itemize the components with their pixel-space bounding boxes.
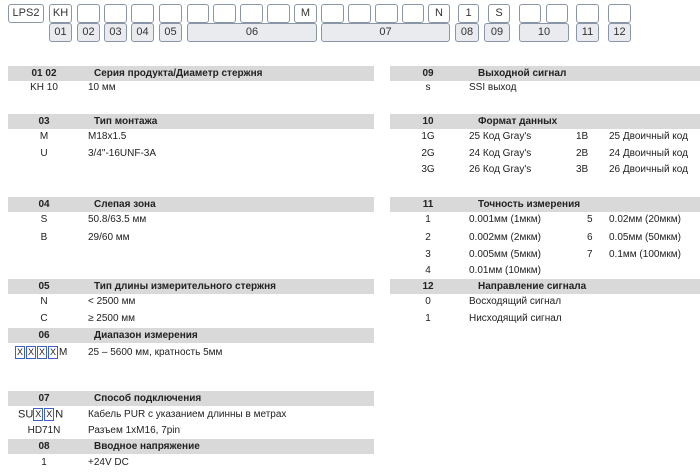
section-header-09 [390,66,700,81]
option-code: 3 [425,249,431,260]
position-box-09: 09 [484,23,510,42]
option-desc: ≥ 2500 мм [88,313,136,324]
section-title: Способ подключения [94,393,202,404]
code-box-s: S [488,4,510,23]
option-desc: 0.02мм (20мкм) [609,214,681,225]
section-title: Тип монтажа [94,116,158,127]
section-title: Слепая зона [94,199,156,210]
option-code: 7 [587,249,593,260]
digit-placeholder-box: X [38,347,45,357]
option-desc: Нисходящий сигнал [469,313,562,324]
code-box-m: M [294,4,317,23]
code-box-empty [187,4,209,23]
option-code: B [40,232,48,243]
section-title: Серия продукта/Диаметр стержня [94,68,263,79]
option-desc: 3/4"-16UNF-3A [88,148,157,159]
option-code: s [425,82,431,93]
code-box-n: N [428,4,450,23]
option-desc: 0.005мм (5мкм) [469,249,541,260]
digit-placeholder-box: X [16,347,23,357]
connection-code-suffix: N [55,408,64,421]
section-title: Диапазон измерения [94,330,198,341]
section-header-12 [390,279,700,294]
option-code: C [40,313,48,324]
option-code: 4 [425,265,431,276]
digit-placeholder-box: X [49,347,56,357]
section-header-08 [8,439,374,454]
option-code: HD71N [27,425,61,436]
section-number: 08 [38,441,50,452]
code-box-empty [240,4,263,23]
position-box-12: 12 [608,23,631,42]
position-box-10: 10 [519,23,569,42]
position-box-08: 08 [455,23,479,42]
code-box-kh: KH [49,4,72,23]
option-desc: 25 – 5600 мм, кратность 5мм [88,347,223,358]
option-code: 2G [421,148,435,159]
option-desc: 26 Двоичный код [609,164,688,175]
option-desc: Кабель PUR с указанием длинны в метрах [88,409,287,420]
code-box-empty [104,4,127,23]
option-code: 1G [421,131,435,142]
code-box-empty [546,4,568,23]
section-header-04 [8,197,374,212]
option-desc: 24 Двоичный код [609,148,688,159]
option-desc: 0.001мм (1мкм) [469,214,541,225]
option-desc: 29/60 мм [88,232,130,243]
code-box-lps2: LPS2 [8,4,44,23]
code-box-1: 1 [458,4,479,23]
code-box-empty [576,4,599,23]
option-desc: 24 Код Gray's [469,148,532,159]
section-title: Тип длины измерительного стержня [94,281,276,292]
position-box-03: 03 [104,23,127,42]
code-box-empty [348,4,371,23]
option-desc: SSI выход [469,82,517,93]
section-number: 09 [422,68,434,79]
position-box-02: 02 [77,23,100,42]
section-header-05 [8,279,374,294]
code-box-empty [159,4,182,23]
digit-placeholder-box: X [35,409,42,419]
section-number: 01 02 [31,68,57,79]
code-box-empty [375,4,398,23]
option-code: U [40,148,48,159]
position-box-07: 07 [321,23,450,42]
section-title: Направление сигнала [478,281,587,292]
option-desc: +24V DC [88,457,129,468]
range-code [15,346,67,359]
code-box-empty [213,4,236,23]
option-code: 1 [41,457,47,468]
section-header-01-02 [8,66,374,81]
option-desc: 25 Код Gray's [469,131,532,142]
option-desc: Восходящий сигнал [469,296,562,307]
section-title: Формат данных [478,116,558,127]
position-box-05: 05 [159,23,182,42]
option-code: 0 [425,296,431,307]
option-desc: < 2500 мм [88,296,136,307]
option-desc: 0.05мм (50мкм) [609,232,681,243]
option-desc: M18x1.5 [88,131,127,142]
option-code: 1 [425,214,431,225]
section-title: Вводное напряжение [94,441,200,452]
option-desc: 25 Двоичный код [609,131,688,142]
position-box-04: 04 [131,23,154,42]
section-header-11 [390,197,700,212]
option-code: 5 [587,214,593,225]
section-number: 04 [38,199,50,210]
code-box-empty [519,4,541,23]
option-code: 1B [576,131,589,142]
section-number: 07 [38,393,50,404]
code-box-empty [77,4,100,23]
option-code: S [40,214,48,225]
section-title: Выходной сигнал [478,68,567,79]
section-header-07 [8,391,374,406]
option-code: 2B [576,148,589,159]
section-header-03 [8,114,374,129]
option-desc: Разъем 1xM16, 7pin [88,425,181,436]
option-desc: 26 Код Gray's [469,164,532,175]
digit-placeholder-box: X [27,347,34,357]
range-unit-letter: M [59,347,68,359]
option-code: 3G [421,164,435,175]
option-desc: 0.1мм (100мкм) [609,249,681,260]
section-number: 06 [38,330,50,341]
option-code: N [40,296,48,307]
option-desc: 10 мм [88,82,116,93]
section-number: 05 [38,281,50,292]
option-code: 1 [425,313,431,324]
position-box-06: 06 [187,23,317,42]
option-desc: 50.8/63.5 мм [88,214,147,225]
section-number: 11 [422,199,434,210]
option-code: M [39,131,49,142]
option-code: 3B [576,164,589,175]
option-desc: 0.002мм (2мкм) [469,232,541,243]
code-box-empty [131,4,154,23]
connection-code [18,408,63,421]
code-box-empty [321,4,344,23]
section-title: Точность измерения [478,199,581,210]
section-number: 10 [422,116,434,127]
code-box-empty [402,4,424,23]
code-box-empty [608,4,631,23]
option-desc: 0.01мм (10мкм) [469,265,541,276]
option-code: 2 [425,232,431,243]
code-box-empty [267,4,290,23]
connection-code-prefix: SU [18,408,34,421]
section-number: 12 [422,281,434,292]
section-header-06 [8,328,374,343]
section-number: 03 [38,116,50,127]
option-code: 6 [587,232,593,243]
position-box-01: 01 [49,23,72,42]
digit-placeholder-box: X [46,409,53,419]
option-code: KH 10 [30,82,58,93]
section-header-10 [390,114,700,129]
position-box-11: 11 [576,23,599,42]
